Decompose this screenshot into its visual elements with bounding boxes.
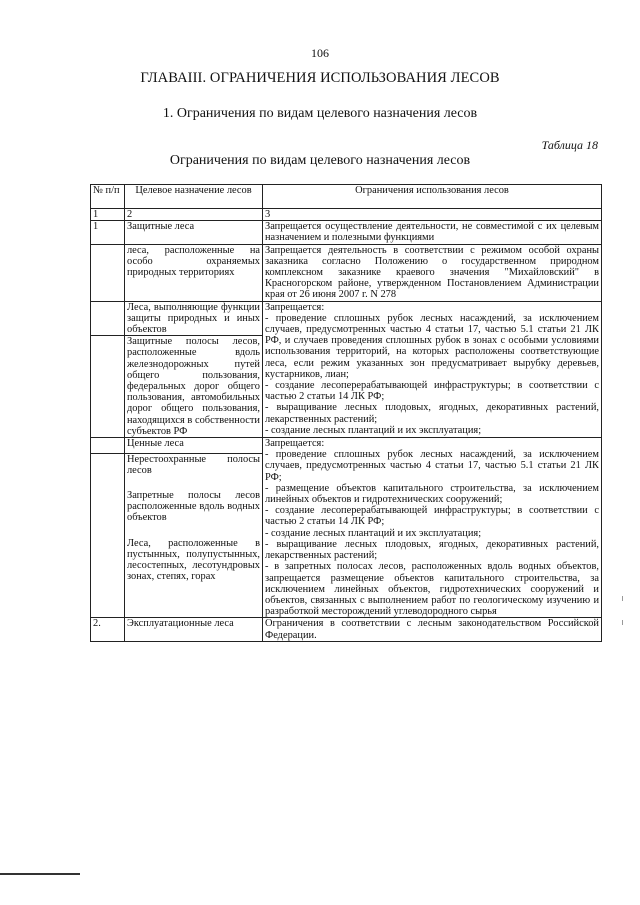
category-line: Леса, расположенные в пустынных, полупустынных, лесостепных, лесотундровых зонах, степях, горах (127, 537, 260, 583)
category-line: Запретные полосы лесов расположенные вдоль водных объектов (127, 489, 260, 524)
row-restriction (263, 301, 602, 437)
header-number: № п/п (91, 185, 125, 209)
row-category: Защитные леса (125, 221, 263, 244)
row-number (91, 301, 125, 336)
header-purpose: Целевое назначение лесов (125, 185, 263, 209)
row-number (91, 336, 125, 438)
restriction-line: - создание лесных плантаций и их эксплуатация; (265, 424, 482, 436)
restriction-line: - в запретных полосах лесов, расположенных вдоль водных объектов, запрещается размещение объектов капитального строительства, за исключением линейных объектов, гидротехнических сооружений и объектов, связанных с выполнением работ по геологическому изучению и разработкой месторождений углеводородного сырья (265, 561, 599, 618)
restrictions-table (90, 184, 602, 642)
section-title: 1. Ограничения по видам целевого назначения лесов (162, 106, 478, 121)
row-restriction: Ограничения в соответствии с лесным законодательством Российской Федерации. (263, 618, 602, 641)
row-restriction: Запрещается деятельность в соответствии с режимом особой охраны заказника согласно Положению о государственном природном комплексном заказнике краевого значения "Михайловский" в Красногорском районе, утвержденном Постановлением Администрации края от 26 июня 2007 г. N 278 (263, 244, 602, 301)
header-restrictions: Ограничения использования лесов (263, 185, 602, 209)
restriction-line: Запрещается: (265, 438, 325, 450)
row-restriction (263, 438, 602, 618)
restriction-line: Запрещается: (265, 301, 325, 313)
table-row (91, 301, 602, 336)
scan-artifact (622, 596, 623, 601)
restriction-line: - проведение сплошных рубок лесных насаждений, за исключением случаев, предусмотренных частью 4 статьи 17, частью 5.1 статьи 21 ЛК РФ, и случаев проведения сплошных рубок в зонах с особыми условиями использования территорий, на которых расположены соответствующие леса, если режим указанных зон предусматривает вырубку деревьев, кустарников, лиан; (265, 312, 599, 380)
row-category (125, 453, 263, 618)
row-category: Ценные леса (125, 438, 263, 453)
restriction-line: - размещение объектов капитального строительства, за исключением линейных объектов и гидротехнических сооружений; (265, 482, 599, 506)
table-label: Таблица 18 (541, 138, 598, 152)
row-restriction: Запрещается осуществление деятельности, не совместимой с их целевым назначением и полезными функциями (263, 221, 602, 244)
restriction-line: - создание лесоперерабатывающей инфраструктуры; в соответствии с частью 2 статьи 14 ЛК РФ; (265, 505, 599, 528)
row-number: 2. (91, 618, 125, 641)
category-line: Нерестоохранные полосы лесов (127, 453, 260, 476)
scan-artifact (622, 620, 623, 625)
table-row (91, 438, 602, 453)
index-cell: 1 (91, 209, 125, 221)
index-cell: 2 (125, 209, 263, 221)
table-title: Ограничения по видам целевого назначения лесов (169, 153, 471, 168)
page-number: 106 (311, 46, 329, 60)
restriction-line: - выращивание лесных плодовых, ягодных, декоративных растений, лекарственных растений; (265, 402, 599, 425)
row-category: Леса, выполняющие функции защиты природных и иных объектов (125, 301, 263, 336)
row-number (91, 244, 125, 301)
table-row (91, 244, 602, 301)
restriction-line: - проведение сплошных рубок лесных насаждений, за исключением случаев, предусмотренных частью 4 статьи 17, частью 5.1 статьи 21 ЛК РФ; (265, 449, 599, 483)
row-category: леса, расположенные на особо охраняемых природных территориях (125, 244, 263, 301)
index-cell: 3 (263, 209, 602, 221)
table-row (91, 221, 602, 244)
footer-rule (0, 873, 80, 875)
table-index-row (91, 209, 602, 221)
restriction-line: - создание лесоперерабатывающей инфраструктуры; в соответствии с частью 2 статьи 14 ЛК РФ; (265, 380, 599, 403)
restriction-line: - создание лесных плантаций и их эксплуатация; (265, 527, 482, 539)
row-number (91, 453, 125, 618)
row-number: 1 (91, 221, 125, 244)
row-number (91, 438, 125, 453)
row-category: Эксплуатационные леса (125, 618, 263, 641)
table-header-row (91, 185, 602, 209)
row-category: Защитные полосы лесов, расположенные вдоль железнодорожных путей общего пользования, федеральных дорог общего пользования, автомобильных дорог общего пользования, находящихся в собственности субъектов РФ (125, 336, 263, 438)
restriction-line: - выращивание лесных плодовых, ягодных, декоративных растений, лекарственных растений; (265, 538, 599, 562)
table-row (91, 618, 602, 641)
chapter-title: ГЛАВАIII. ОГРАНИЧЕНИЯ ИСПОЛЬЗОВАНИЯ ЛЕСОВ (140, 70, 500, 86)
